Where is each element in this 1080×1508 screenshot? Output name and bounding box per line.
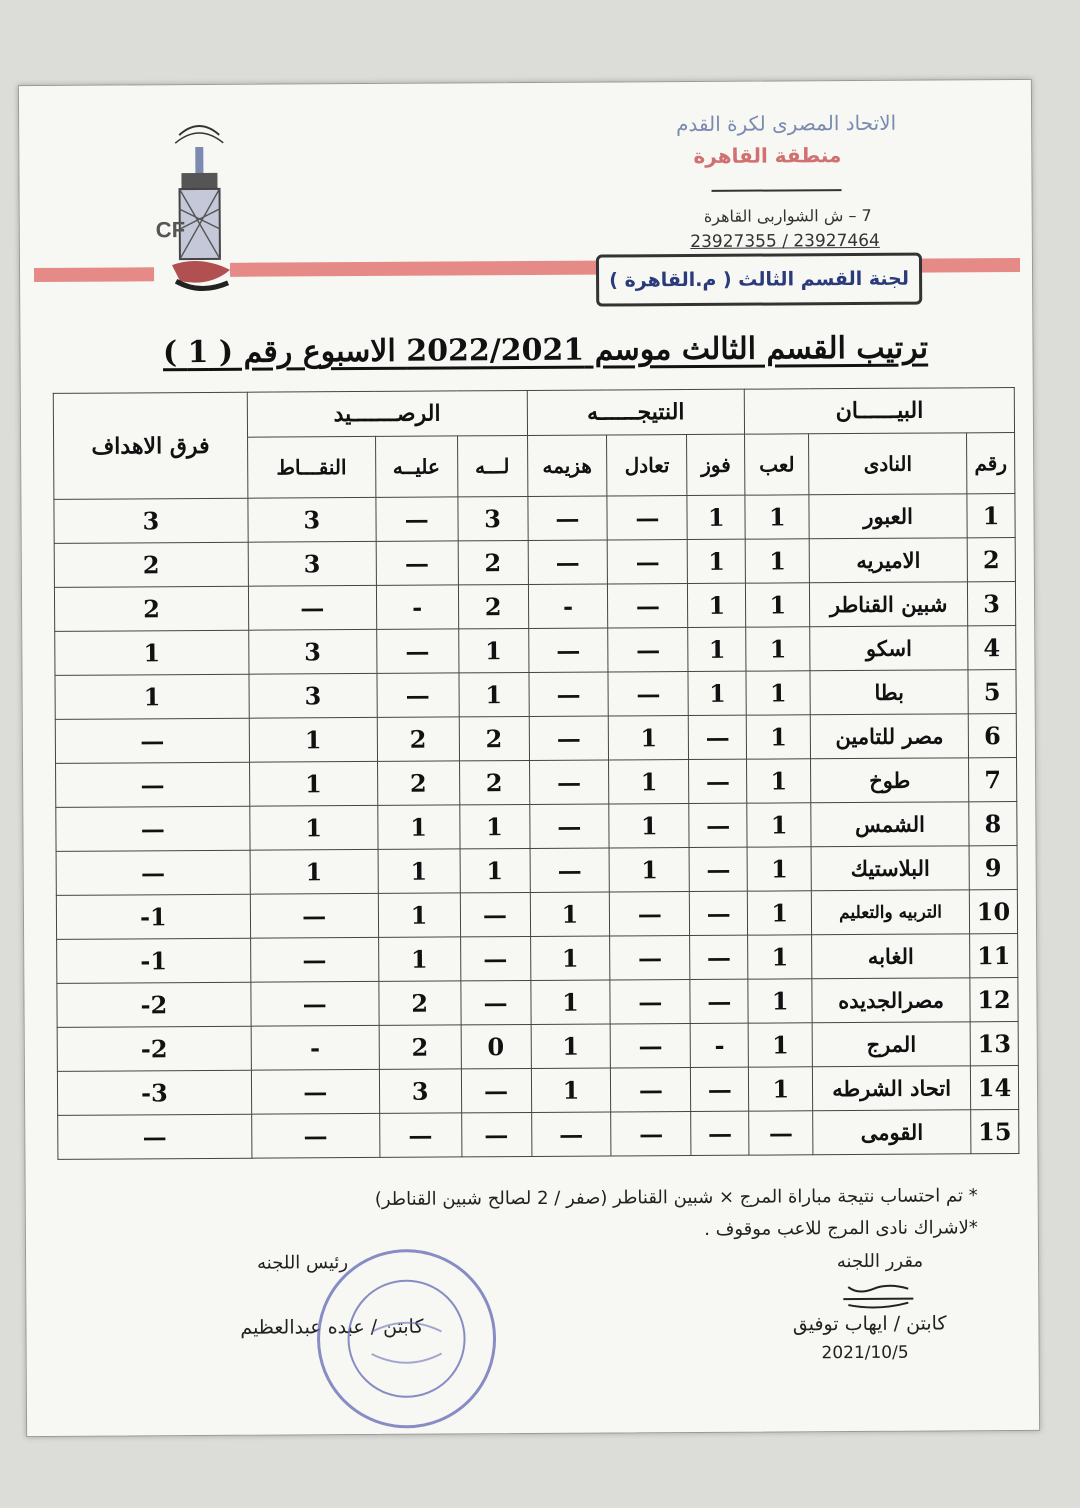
cell-rank: 8 xyxy=(969,802,1017,846)
cell-drawn: — xyxy=(607,496,687,540)
cell-rank: 13 xyxy=(970,1022,1018,1066)
cell-lost: 1 xyxy=(531,1068,611,1112)
col-points: النقـــاط xyxy=(247,436,375,498)
cell-against: 2 xyxy=(379,981,461,1025)
org-name: الاتحاد المصرى لكرة القدم xyxy=(675,110,897,137)
cell-points: 1 xyxy=(249,717,377,762)
cell-rank: 12 xyxy=(970,978,1018,1022)
cell-drawn: — xyxy=(608,628,688,672)
cell-rank: 10 xyxy=(969,890,1017,934)
cell-club: الغابه xyxy=(812,934,970,979)
group-header-data: البيــــــان xyxy=(745,388,1015,435)
cell-won: — xyxy=(689,803,747,847)
group-header-result: النتيجــــــه xyxy=(527,389,745,435)
cell-played: 1 xyxy=(745,539,809,583)
cell-against: — xyxy=(376,541,458,585)
cell-against: 1 xyxy=(377,805,459,849)
cell-points: — xyxy=(248,585,376,630)
cell-against: — xyxy=(376,497,458,541)
cell-goal-diff: — xyxy=(56,806,250,851)
cell-goal-diff: 1- xyxy=(57,938,251,983)
cell-points: — xyxy=(251,981,379,1026)
cell-played: 1 xyxy=(746,671,810,715)
cell-won: — xyxy=(689,847,747,891)
cell-played: — xyxy=(749,1111,813,1155)
cell-rank: 14 xyxy=(970,1066,1018,1110)
cell-for: 2 xyxy=(458,541,528,585)
cell-played: 1 xyxy=(747,759,811,803)
cell-played: 1 xyxy=(747,803,811,847)
cell-for: 1 xyxy=(459,673,529,717)
standings-body xyxy=(54,494,1019,1160)
cell-for: 2 xyxy=(459,717,529,761)
org-address: 7 – ش الشواربى القاهرة xyxy=(703,205,872,226)
cell-goal-diff: 2- xyxy=(57,1026,251,1071)
cell-won: — xyxy=(690,935,748,979)
table-row xyxy=(57,1022,1018,1072)
org-phone: 23927355 / 23927464 xyxy=(690,230,880,253)
cell-points: 1 xyxy=(250,849,378,894)
cell-against: 1 xyxy=(378,937,460,981)
signature-date: 2021/10/5 xyxy=(821,1342,909,1364)
cell-for: 1 xyxy=(460,848,530,892)
cell-lost: — xyxy=(530,848,610,892)
cell-against: — xyxy=(379,1113,461,1157)
cell-for: 3 xyxy=(457,497,527,541)
table-row xyxy=(54,494,1015,544)
cell-club: التربيه والتعليم xyxy=(811,890,969,935)
cell-won: 1 xyxy=(688,671,746,715)
cell-goal-diff: — xyxy=(56,850,250,895)
org-region: منطقة القاهرة xyxy=(693,143,842,168)
cell-won: — xyxy=(690,979,748,1023)
col-against: عليــه xyxy=(375,436,457,497)
chair-title: رئيس اللجنه xyxy=(257,1252,349,1274)
cell-club: شبين القناطر xyxy=(810,582,968,627)
cell-goal-diff: 1 xyxy=(55,674,249,719)
cell-lost: — xyxy=(529,760,609,804)
cell-goal-diff: 3 xyxy=(54,498,248,543)
federation-logo xyxy=(149,105,250,306)
cell-played: 1 xyxy=(746,627,810,671)
header-stripe-left xyxy=(34,267,154,282)
cell-drawn: — xyxy=(608,672,688,716)
cell-drawn: — xyxy=(611,1068,691,1112)
cell-played: 1 xyxy=(747,847,811,891)
cell-goal-diff: 2 xyxy=(54,542,248,587)
cell-lost: 1 xyxy=(530,892,610,936)
cell-goal-diff: 2- xyxy=(57,982,251,1027)
cell-club: الشمس xyxy=(811,802,969,847)
cell-points: 3 xyxy=(249,629,377,674)
cell-won: 1 xyxy=(687,495,745,539)
table-row xyxy=(55,670,1016,720)
cell-played: 1 xyxy=(746,583,810,627)
cell-club: البلاستيك xyxy=(811,846,969,891)
cell-club: اتحاد الشرطه xyxy=(813,1066,971,1111)
rapporteur-signature xyxy=(828,1281,918,1312)
header-rule xyxy=(712,189,842,192)
cell-drawn: 1 xyxy=(609,848,689,892)
table-row xyxy=(54,582,1015,632)
standings-table xyxy=(53,387,1020,1160)
cell-won: 1 xyxy=(687,539,745,583)
cell-for: 2 xyxy=(458,585,528,629)
cell-won: — xyxy=(689,759,747,803)
cell-rank: 5 xyxy=(968,670,1016,714)
chair-name: كابتن / عبده عبدالعظيم xyxy=(240,1315,424,1339)
cell-club: الاميريه xyxy=(809,538,967,583)
cell-played: 1 xyxy=(746,715,810,759)
cell-played: 1 xyxy=(748,891,812,935)
committee-stamp xyxy=(311,1243,502,1434)
cell-goal-diff: 2 xyxy=(54,586,248,631)
cell-rank: 2 xyxy=(967,538,1015,582)
cell-goal-diff: — xyxy=(56,762,250,807)
table-row xyxy=(56,890,1017,940)
cell-club: القومى xyxy=(813,1110,971,1155)
cell-played: 1 xyxy=(748,935,812,979)
table-row xyxy=(56,846,1017,896)
col-played: لعب xyxy=(745,434,809,495)
cell-against: — xyxy=(377,673,459,717)
cell-won: — xyxy=(691,1067,749,1111)
cell-lost: — xyxy=(528,540,608,584)
cell-lost: — xyxy=(528,628,608,672)
cell-points: — xyxy=(251,1069,379,1114)
cell-club: مصرالجديده xyxy=(812,978,970,1023)
cell-points: 3 xyxy=(248,497,376,542)
cell-won: — xyxy=(691,1111,749,1155)
cell-played: 1 xyxy=(748,979,812,1023)
cell-lost: 1 xyxy=(530,980,610,1024)
cell-club: المرج xyxy=(812,1022,970,1067)
cell-for: 1 xyxy=(458,629,528,673)
cell-against: — xyxy=(376,629,458,673)
cell-rank: 3 xyxy=(967,582,1015,626)
cell-goal-diff: 3- xyxy=(57,1070,251,1115)
cell-goal-diff: — xyxy=(55,718,249,763)
table-row xyxy=(56,758,1017,808)
cell-lost: — xyxy=(531,1112,611,1156)
cell-rank: 7 xyxy=(969,758,1017,802)
document-sheet xyxy=(18,79,1040,1437)
cell-lost: - xyxy=(528,584,608,628)
cell-against: - xyxy=(376,585,458,629)
logo-text: CF xyxy=(155,217,186,243)
cell-lost: 1 xyxy=(531,1024,611,1068)
cell-for: — xyxy=(460,892,530,936)
col-club: النادى xyxy=(809,433,967,495)
cell-against: 1 xyxy=(378,849,460,893)
notes xyxy=(78,1180,978,1249)
cell-for: 1 xyxy=(459,804,529,848)
cell-drawn: — xyxy=(610,980,690,1024)
committee-box: لجنة القسم الثالث ( م.القاهرة ) xyxy=(596,253,922,307)
cell-drawn: 1 xyxy=(609,804,689,848)
note-line-1: * تم احتساب نتيجة مباراة المرج × شبين القناطر (صفر / 2 لصالح شبين القناطر) xyxy=(374,1185,978,1210)
cell-club: مصر للتامين xyxy=(810,714,968,759)
cell-rank: 9 xyxy=(969,846,1017,890)
table-row xyxy=(55,626,1016,676)
cell-points: — xyxy=(250,893,378,938)
cell-played: 1 xyxy=(748,1023,812,1067)
cell-for: — xyxy=(461,1112,531,1156)
cell-for: — xyxy=(460,980,530,1024)
cell-points: - xyxy=(251,1025,379,1070)
note-line-2: *لاشراك نادى المرج للاعب موقوف . xyxy=(704,1217,978,1240)
cell-for: 0 xyxy=(461,1024,531,1068)
col-rank: رقم xyxy=(967,433,1015,494)
cell-points: 3 xyxy=(249,673,377,718)
cell-club: اسكو xyxy=(810,626,968,671)
col-for: لـــه xyxy=(457,436,527,497)
cell-drawn: — xyxy=(610,892,690,936)
col-lost: هزيمه xyxy=(527,435,607,496)
cell-won: 1 xyxy=(688,627,746,671)
cell-rank: 1 xyxy=(967,494,1015,538)
cell-against: 2 xyxy=(377,717,459,761)
table-row xyxy=(57,1066,1018,1116)
cell-points: — xyxy=(250,937,378,982)
cell-against: 2 xyxy=(379,1025,461,1069)
table-row xyxy=(56,802,1017,852)
rapporteur-name: كابتن / ايهاب توفيق xyxy=(792,1312,947,1336)
cell-drawn: — xyxy=(610,936,690,980)
cell-rank: 4 xyxy=(968,626,1016,670)
cell-for: — xyxy=(461,1068,531,1112)
cell-drawn: 1 xyxy=(609,716,689,760)
cell-played: 1 xyxy=(745,495,809,539)
cell-drawn: 1 xyxy=(609,760,689,804)
table-row xyxy=(54,538,1015,588)
cell-lost: — xyxy=(528,672,608,716)
col-won: فوز xyxy=(687,434,745,495)
cell-lost: — xyxy=(527,496,607,540)
cell-won: — xyxy=(689,715,747,759)
cell-won: — xyxy=(690,891,748,935)
cell-club: العبور xyxy=(809,494,967,539)
cell-goal-diff: 1 xyxy=(55,630,249,675)
cell-against: 1 xyxy=(378,893,460,937)
cell-club: بطا xyxy=(810,670,968,715)
table-row xyxy=(55,714,1016,764)
cell-rank: 15 xyxy=(971,1110,1019,1154)
cell-against: 2 xyxy=(377,761,459,805)
cell-lost: — xyxy=(529,716,609,760)
cell-club: طوخ xyxy=(811,758,969,803)
col-drawn: تعادل xyxy=(607,435,687,496)
cell-lost: — xyxy=(529,804,609,848)
table-row xyxy=(57,934,1018,984)
cell-rank: 6 xyxy=(968,714,1016,758)
cell-played: 1 xyxy=(749,1067,813,1111)
cell-drawn: — xyxy=(611,1024,691,1068)
group-header-goal-diff: فرق الاهداف xyxy=(53,392,247,499)
group-header-balance: الرصـــــــيد xyxy=(247,391,527,438)
cell-won: - xyxy=(690,1023,748,1067)
cell-goal-diff: — xyxy=(58,1114,252,1159)
table-row xyxy=(58,1110,1019,1160)
cell-drawn: — xyxy=(611,1112,691,1156)
cell-against: 3 xyxy=(379,1069,461,1113)
cell-points: — xyxy=(251,1113,379,1158)
cell-goal-diff: 1- xyxy=(56,894,250,939)
cell-lost: 1 xyxy=(530,936,610,980)
cell-drawn: — xyxy=(608,540,688,584)
table-row xyxy=(57,978,1018,1028)
cell-for: 2 xyxy=(459,760,529,804)
page-title: ترتيب القسم الثالث موسم 2022/2021 الاسبوع رقم ( 1 ) xyxy=(162,330,929,371)
cell-drawn: — xyxy=(608,584,688,628)
cell-won: 1 xyxy=(688,583,746,627)
cell-rank: 11 xyxy=(970,934,1018,978)
cell-for: — xyxy=(460,936,530,980)
cell-points: 3 xyxy=(248,541,376,586)
cell-points: 1 xyxy=(249,761,377,806)
cell-points: 1 xyxy=(250,805,378,850)
rapporteur-title: مقرر اللجنه xyxy=(836,1250,924,1273)
